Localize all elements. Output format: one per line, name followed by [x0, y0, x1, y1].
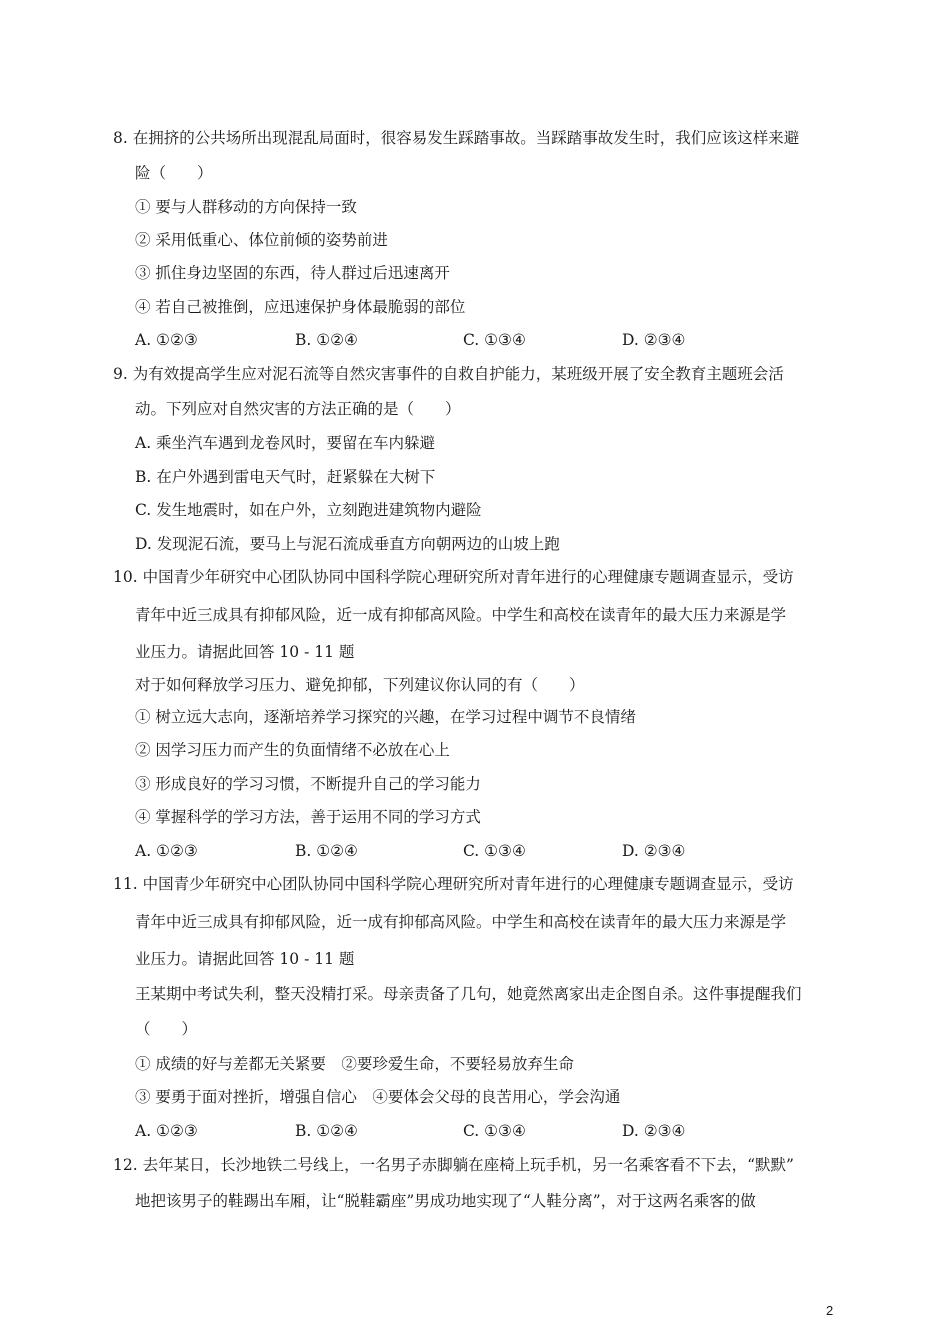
- q10-statement-4: ④ 掌握科学的学习方法，善于运用不同的学习方式: [135, 808, 481, 826]
- q11-option-c[interactable]: C. ①③④: [463, 1122, 526, 1140]
- q10-option-c[interactable]: C. ①③④: [463, 842, 526, 860]
- q8-option-c[interactable]: C. ①③④: [463, 331, 526, 349]
- q12-stem-line-2: 地把该男子的鞋踢出车厢，让“脱鞋霸座”男成功地实现了“人鞋分离”，对于这两名乘客的做: [135, 1192, 756, 1210]
- q10-stem-line-1: 10. 中国青少年研究中心团队协同中国科学院心理研究所对青年进行的心理健康专题调查显示，受访: [113, 568, 794, 586]
- q8-statement-4: ④ 若自己被推倒，应迅速保护身体最脆弱的部位: [135, 298, 466, 316]
- q10-statement-1: ① 树立远大志向，逐渐培养学习探究的兴趣，在学习过程中调节不良情绪: [135, 708, 636, 726]
- q8-statement-2: ② 采用低重心、体位前倾的姿势前进: [135, 231, 388, 249]
- q8-option-b[interactable]: B. ①②④: [295, 331, 358, 349]
- page-number: 2: [826, 1303, 834, 1318]
- q8-statement-1: ① 要与人群移动的方向保持一致: [135, 198, 357, 216]
- q11-statement-1: ① 成绩的好与差都无关紧要 ②要珍爱生命，不要轻易放弃生命: [135, 1055, 574, 1073]
- q10-stem-line-3: 业压力。请据此回答 10 - 11 题: [135, 643, 355, 661]
- q11-statement-2: ③ 要勇于面对挫折，增强自信心 ④要体会父母的良苦用心，学会沟通: [135, 1088, 621, 1106]
- q9-option-c[interactable]: C. 发生地震时，如在户外，立刻跑进建筑物内避险: [135, 501, 482, 519]
- q8-stem-line-1: 8. 在拥挤的公共场所出现混乱局面时，很容易发生踩踏事故。当踩踏事故发生时，我们应该这样来避: [113, 129, 800, 147]
- q11-option-a[interactable]: A. ①②③: [135, 1122, 198, 1140]
- q8-option-d[interactable]: D. ②③④: [622, 331, 686, 349]
- q10-statement-2: ② 因学习压力而产生的负面情绪不必放在心上: [135, 741, 450, 759]
- q10-statement-3: ③ 形成良好的学习习惯，不断提升自己的学习能力: [135, 775, 481, 793]
- q8-stem-line-2: 险（ ）: [135, 164, 213, 182]
- q11-stem-line-2: 青年中近三成具有抑郁风险，近一成有抑郁高风险。中学生和高校在读青年的最大压力来源是学: [135, 913, 787, 931]
- q10-option-b[interactable]: B. ①②④: [295, 842, 358, 860]
- q10-question: 对于如何释放学习压力、避免抑郁，下列建议你认同的有（ ）: [135, 676, 585, 694]
- q9-option-d[interactable]: D. 发现泥石流，要马上与泥石流成垂直方向朝两边的山坡上跑: [135, 535, 560, 553]
- q11-question-line-2: （ ）: [135, 1020, 198, 1038]
- q9-stem-line-2: 动。下列应对自然灾害的方法正确的是（ ）: [135, 400, 461, 418]
- q11-option-b[interactable]: B. ①②④: [295, 1122, 358, 1140]
- q9-stem-line-1: 9. 为有效提高学生应对泥石流等自然灾害事件的自救自护能力，某班级开展了安全教育主题班会活: [113, 365, 784, 383]
- q9-option-b[interactable]: B. 在户外遇到雷电天气时，赶紧躲在大树下: [135, 468, 436, 486]
- q9-option-a[interactable]: A. 乘坐汽车遇到龙卷风时，要留在车内躲避: [135, 434, 436, 452]
- q10-option-d[interactable]: D. ②③④: [622, 842, 686, 860]
- q11-option-d[interactable]: D. ②③④: [622, 1122, 686, 1140]
- q12-stem-line-1: 12. 去年某日，长沙地铁二号线上，一名男子赤脚躺在座椅上玩手机，另一名乘客看不下去，“默默”: [113, 1156, 794, 1174]
- q11-stem-line-1: 11. 中国青少年研究中心团队协同中国科学院心理研究所对青年进行的心理健康专题调查显示，受访: [113, 875, 794, 893]
- q10-stem-line-2: 青年中近三成具有抑郁风险，近一成有抑郁高风险。中学生和高校在读青年的最大压力来源是学: [135, 606, 787, 624]
- q11-stem-line-3: 业压力。请据此回答 10 - 11 题: [135, 950, 355, 968]
- q8-option-a[interactable]: A. ①②③: [135, 331, 198, 349]
- q11-question-line-1: 王某期中考试失利，整天没精打采。母亲责备了几句，她竟然离家出走企图自杀。这件事提醒我们: [135, 985, 802, 1003]
- q8-statement-3: ③ 抓住身边坚固的东西，待人群过后迅速离开: [135, 264, 450, 282]
- q10-option-a[interactable]: A. ①②③: [135, 842, 198, 860]
